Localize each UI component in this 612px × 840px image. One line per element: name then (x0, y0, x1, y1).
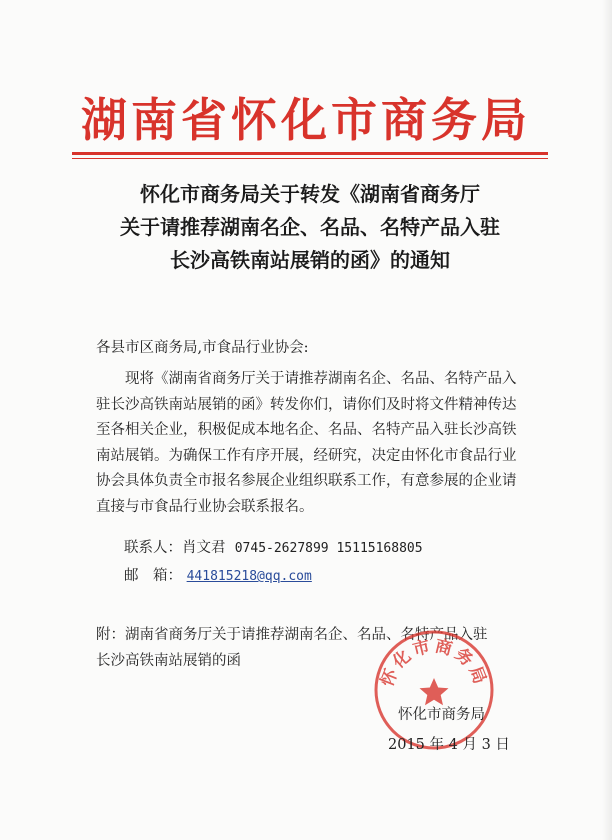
contact-email-label: 邮 箱： (124, 568, 182, 584)
document-title (80, 178, 540, 277)
document-title-line-2: 关于请推荐湖南名企、名品、名特产品入驻 (120, 215, 500, 239)
contact-person-name: 肖文君 (182, 540, 226, 556)
contact-person-label: 联系人： (124, 540, 182, 556)
body-line-1: 现将《湖南省商务厅关于请推荐湖南名企、名品、名特产品入 (96, 371, 517, 387)
org-header-title: 湖南省怀化市商务局 (81, 93, 531, 147)
header-rule-thin (72, 158, 548, 159)
scan-edge-shade (602, 0, 612, 840)
body-line-4: 南站展销。为确保工作有序开展，经研究，决定由怀化市食品行业 (96, 447, 517, 464)
header-rule-thick (72, 152, 548, 155)
signature-org: 怀化市商务局 (398, 707, 485, 723)
contact-phones: 0745-2627899 15115168805 (234, 541, 423, 556)
signature-date: 2015 年 4 月 3 日 (388, 737, 510, 753)
document-title-line-1: 怀化市商务局关于转发《湖南省商务厅 (140, 182, 480, 206)
contact-person-line (124, 536, 423, 557)
body-line-3: 至各相关企业，积极促成本地名企、名品、名特产品入驻长沙高铁 (96, 422, 517, 438)
body-line-2: 驻长沙高铁南站展销的函》转发你们，请你们及时将文件精神传达 (96, 396, 517, 413)
attachment-line-1: 附：湖南省商务厅关于请推荐湖南名企、名品、名特产品入驻 (96, 627, 488, 643)
seal-arc-text: 怀化市商务局 (377, 636, 491, 690)
seal-star-icon (420, 678, 449, 705)
body-paragraph (96, 367, 526, 520)
contact-email-link[interactable]: 441815218@qq.com (186, 569, 312, 584)
document-title-line-3: 长沙高铁南站展销的函》的通知 (170, 248, 450, 272)
body-line-6: 直接与市食品行业协会联系报名。 (96, 498, 314, 515)
contact-email-line (124, 564, 312, 585)
salutation: 各县市区商务局,市食品行业协会: (96, 340, 309, 356)
attachment-line-2: 长沙高铁南站展销的函 (96, 653, 241, 669)
body-line-5: 协会具体负责全市报名参展企业组织联系工作，有意参展的企业请 (96, 473, 517, 489)
